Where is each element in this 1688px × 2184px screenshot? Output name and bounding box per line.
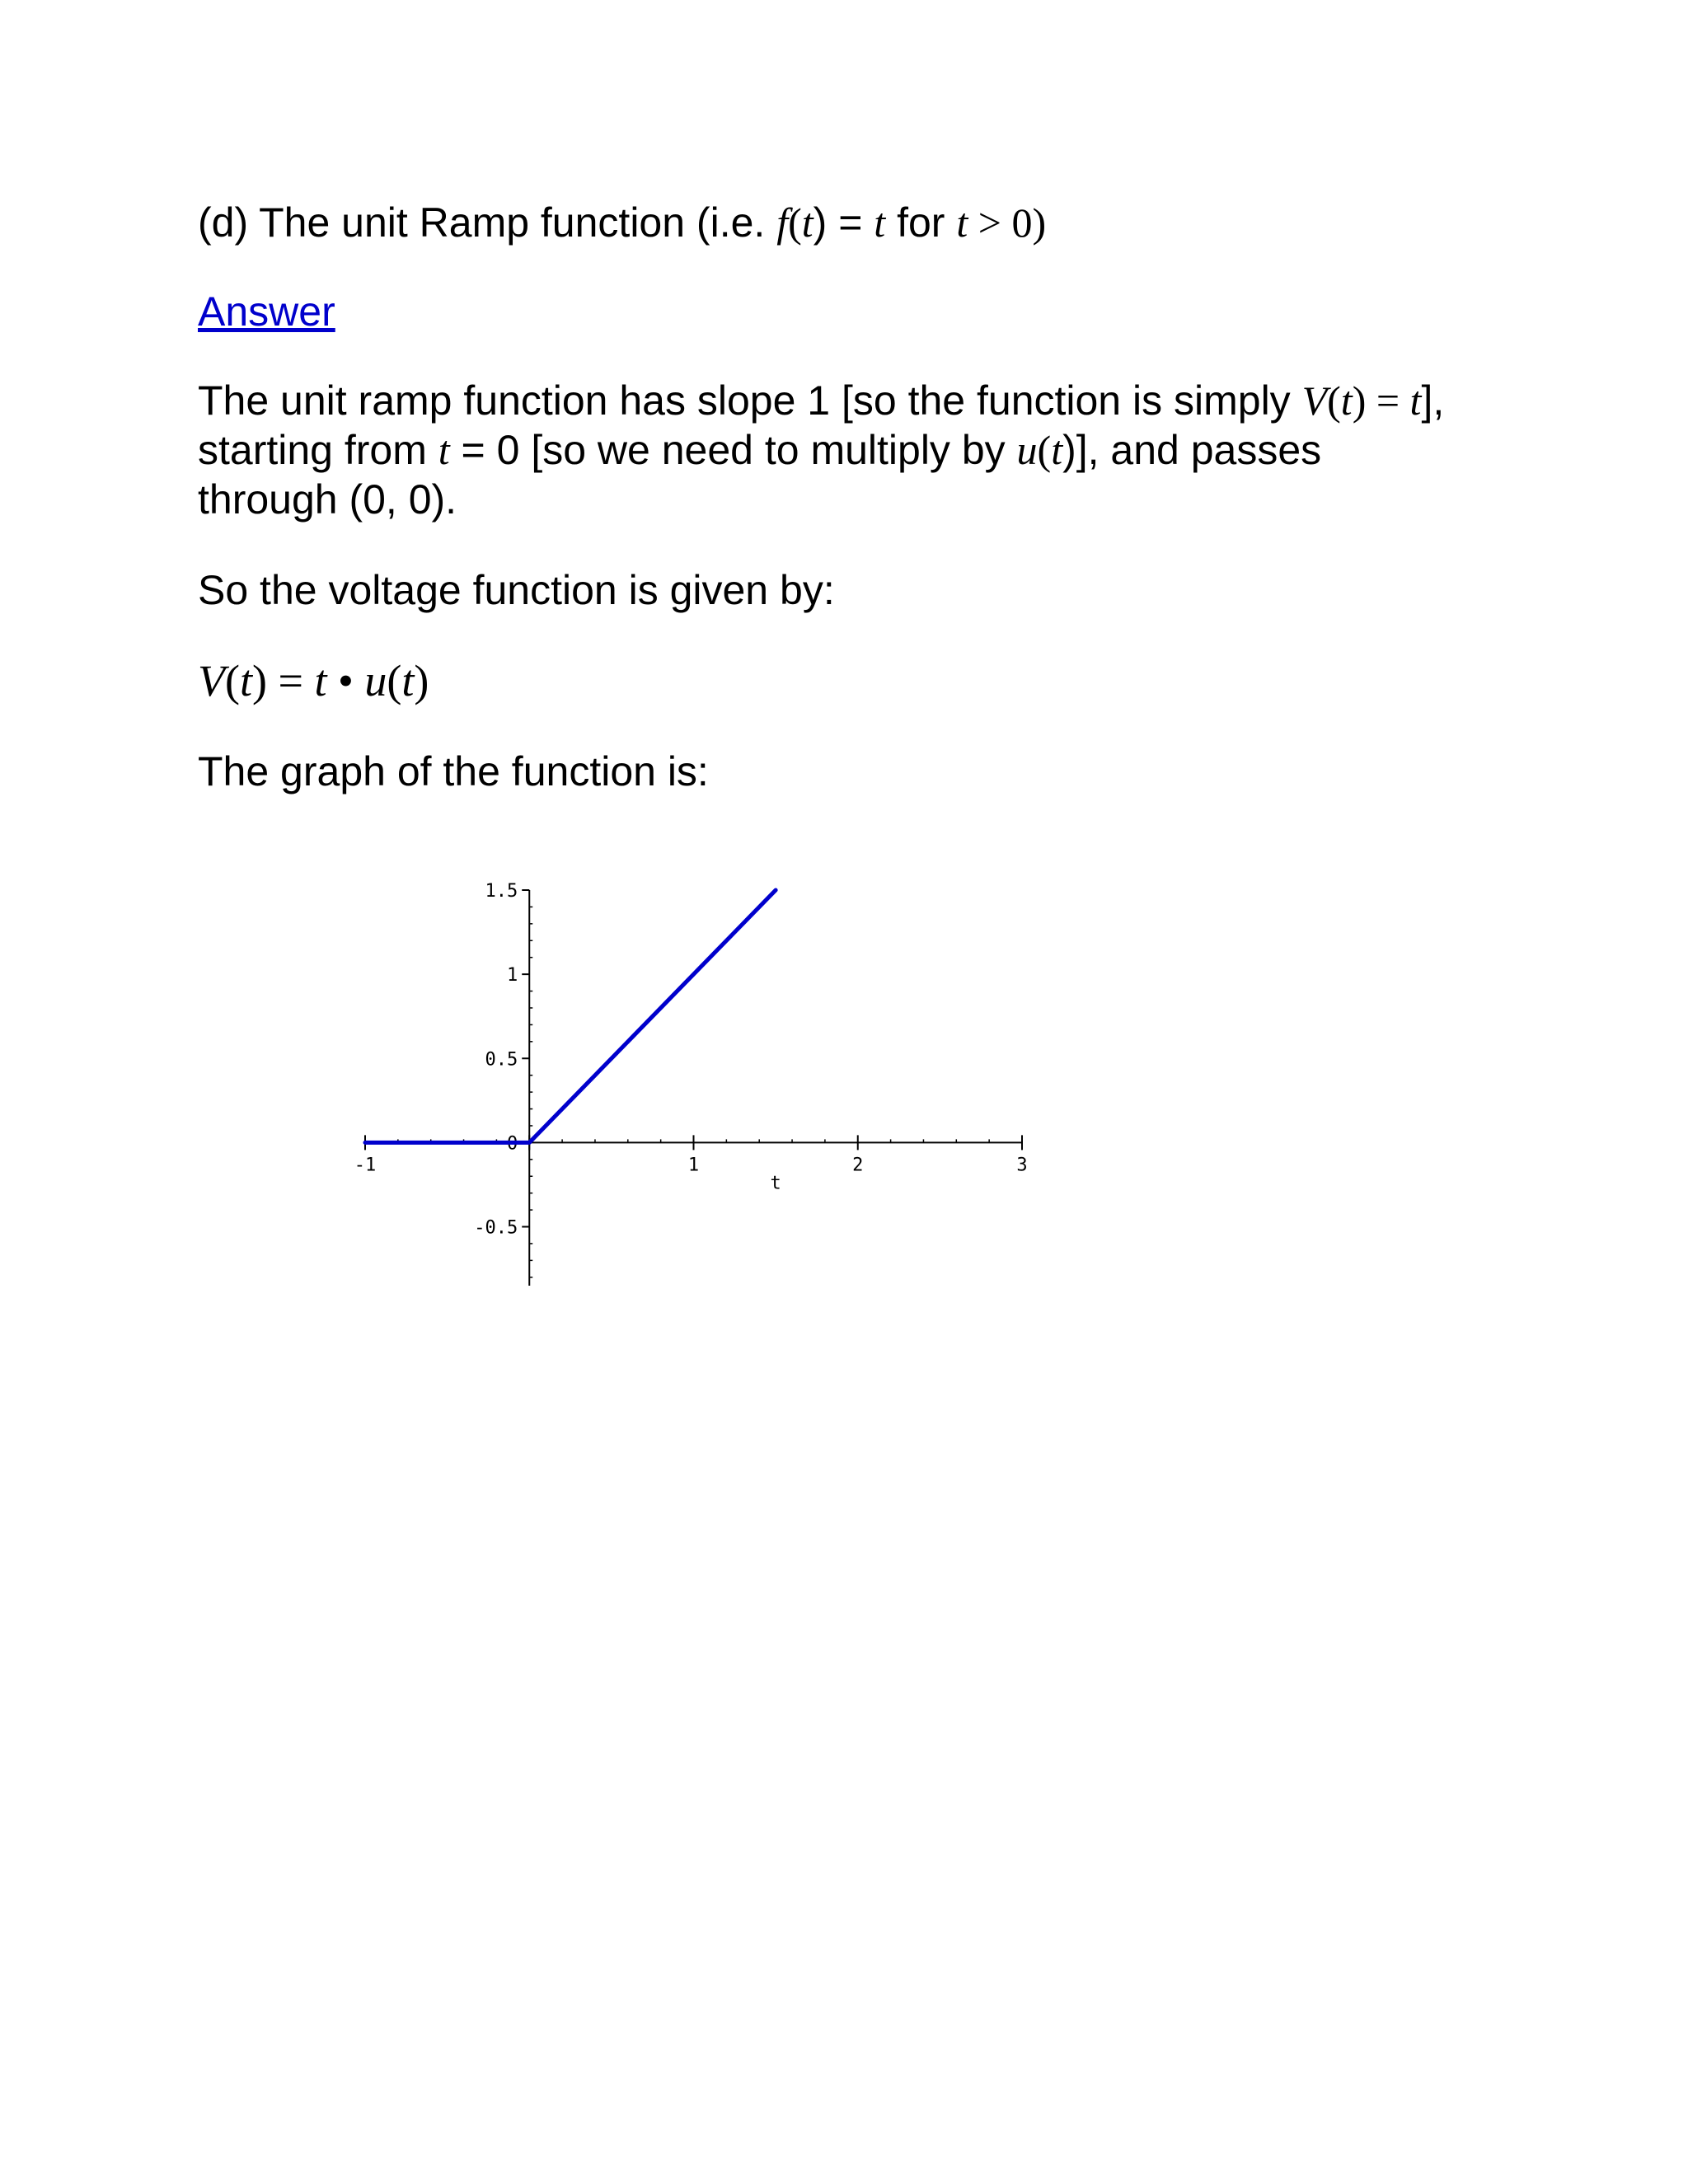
- voltage-formula: [198, 656, 429, 705]
- answer-link[interactable]: Answer: [198, 288, 335, 335]
- explanation-line-1: [198, 376, 1517, 425]
- voltage-intro: So the voltage function is given by:: [198, 567, 835, 613]
- x-tick-label: 2: [852, 1155, 864, 1176]
- question-for: for: [885, 199, 957, 246]
- math-t: t: [874, 199, 886, 246]
- text-span: )], and passes: [1062, 427, 1322, 473]
- math-eq: ) =: [1352, 377, 1410, 424]
- x-axis-label: t: [770, 1173, 781, 1194]
- question-prefix: (d) The unit Ramp function (i.e.: [198, 199, 777, 246]
- explanation-line-2: [198, 425, 1517, 475]
- math-f: f: [776, 199, 789, 246]
- math-eq: ) =: [813, 199, 874, 246]
- math-t: t: [438, 427, 450, 473]
- text-span: starting from: [198, 427, 438, 473]
- math-paren: (: [225, 656, 240, 705]
- x-tick-label: -1: [354, 1155, 377, 1176]
- math-paren: (: [788, 199, 802, 246]
- math-paren: ): [414, 656, 429, 705]
- math-condition: > 0): [968, 199, 1047, 246]
- y-tick-label: 1: [507, 965, 518, 987]
- math-dot: •: [326, 656, 365, 705]
- ramp-series-line: [365, 890, 776, 1142]
- x-tick-label: 1: [687, 1155, 700, 1176]
- y-tick-label: -0.5: [474, 1217, 518, 1239]
- math-u: u: [364, 656, 387, 705]
- math-u: u: [1016, 427, 1038, 473]
- math-V: V: [1301, 377, 1328, 424]
- math-t: t: [1051, 427, 1063, 473]
- answer-row: [198, 287, 335, 336]
- math-paren: (: [1037, 427, 1052, 473]
- math-t: t: [1409, 377, 1422, 424]
- ramp-function-chart: [330, 874, 1055, 1302]
- math-t: t: [401, 656, 415, 705]
- math-t: t: [1340, 377, 1353, 424]
- y-tick-label: 0: [507, 1133, 518, 1155]
- text-span: ],: [1421, 377, 1445, 424]
- explanation-line-3: through (0, 0).: [198, 476, 457, 523]
- math-t: t: [314, 656, 327, 705]
- y-tick-label: 0.5: [485, 1049, 518, 1071]
- math-t: t: [801, 199, 814, 246]
- text-span: = 0 [so we need to multiply by: [449, 427, 1017, 473]
- text-span: The unit ramp function has slope 1 [so the function is simply: [198, 377, 1302, 424]
- math-paren: (: [1327, 377, 1341, 424]
- explanation-paragraph: [198, 376, 1517, 524]
- x-tick-label: 3: [1016, 1155, 1028, 1176]
- question-heading: [198, 198, 1046, 247]
- y-tick-label: 1.5: [485, 881, 518, 902]
- math-V: V: [198, 656, 225, 705]
- math-t: t: [239, 656, 252, 705]
- math-t: t: [956, 199, 968, 246]
- math-paren: (: [387, 656, 402, 705]
- graph-intro: The graph of the function is:: [198, 748, 709, 794]
- math-eq: ) =: [252, 656, 315, 705]
